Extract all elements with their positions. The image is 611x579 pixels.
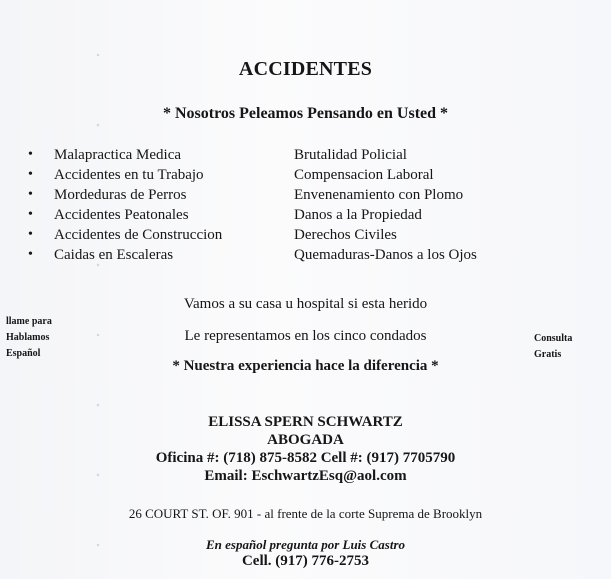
services-left-column — [28, 145, 273, 265]
bullet-icon: • — [28, 167, 33, 182]
phone-numbers: Oficina #: (718) 875-8582 Cell #: (917) 7705790 — [155, 450, 456, 466]
service-label: Brutalidad Policial — [294, 147, 407, 163]
service-item — [28, 165, 273, 185]
side-note-line: Consulta — [534, 333, 573, 344]
services-right-column — [294, 145, 554, 265]
service-label: Mordeduras de Perros — [54, 187, 187, 203]
service-item — [28, 185, 273, 205]
service-item — [28, 145, 273, 165]
office-address: 26 COURT ST. OF. 901 - al frente de la corte Suprema de Brooklyn — [128, 506, 483, 521]
side-note-line: Hablamos — [6, 332, 50, 343]
service-label: Malapractica Medica — [54, 147, 182, 163]
bullet-icon: • — [28, 227, 33, 242]
attorney-name: ELISSA SPERN SCHWARTZ — [208, 414, 403, 430]
service-label: Accidentes de Construccion — [54, 227, 223, 243]
service-label: Quemaduras-Danos a los Ojos — [294, 247, 477, 263]
attorney-contact-block — [0, 413, 611, 485]
service-item — [28, 205, 273, 225]
service-label: Compensacion Laboral — [294, 167, 434, 183]
bullet-icon: • — [28, 187, 33, 202]
service-label: Caidas en Escaleras — [54, 247, 174, 263]
slogan: * Nosotros Peleamos Pensando en Usted * — [162, 105, 449, 122]
home-hospital-visit-text: Vamos a su casa u hospital si esta herido — [183, 296, 428, 312]
counties-representation-text: Le representamos en los cinco condados — [184, 328, 427, 344]
service-label: Accidentes en tu Trabajo — [54, 167, 204, 183]
service-label: Danos a la Propiedad — [294, 207, 422, 223]
service-label: Derechos Civiles — [294, 227, 397, 243]
flyer-title: ACCIDENTES — [238, 58, 373, 80]
service-label: Accidentes Peatonales — [54, 207, 189, 223]
side-note-line: llame para — [6, 316, 52, 327]
service-label: Envenenamiento con Plomo — [294, 187, 464, 203]
email-address: Email: EschwartzEsq@aol.com — [204, 468, 407, 484]
service-item — [28, 245, 273, 265]
bullet-icon: • — [28, 147, 33, 162]
scan-speckles — [92, 0, 104, 579]
service-item — [28, 225, 273, 245]
bullet-icon: • — [28, 247, 33, 262]
cell-phone: Cell. (917) 776-2753 — [241, 553, 370, 569]
side-note-line: Español — [6, 348, 41, 359]
experience-slogan: * Nuestra experiencia hace la diferencia * — [172, 358, 439, 374]
side-note-line: Gratis — [534, 349, 562, 360]
attorney-title: ABOGADA — [267, 432, 344, 448]
spanish-contact-line: En español pregunta por Luis Castro — [205, 537, 406, 552]
bullet-icon: • — [28, 207, 33, 222]
